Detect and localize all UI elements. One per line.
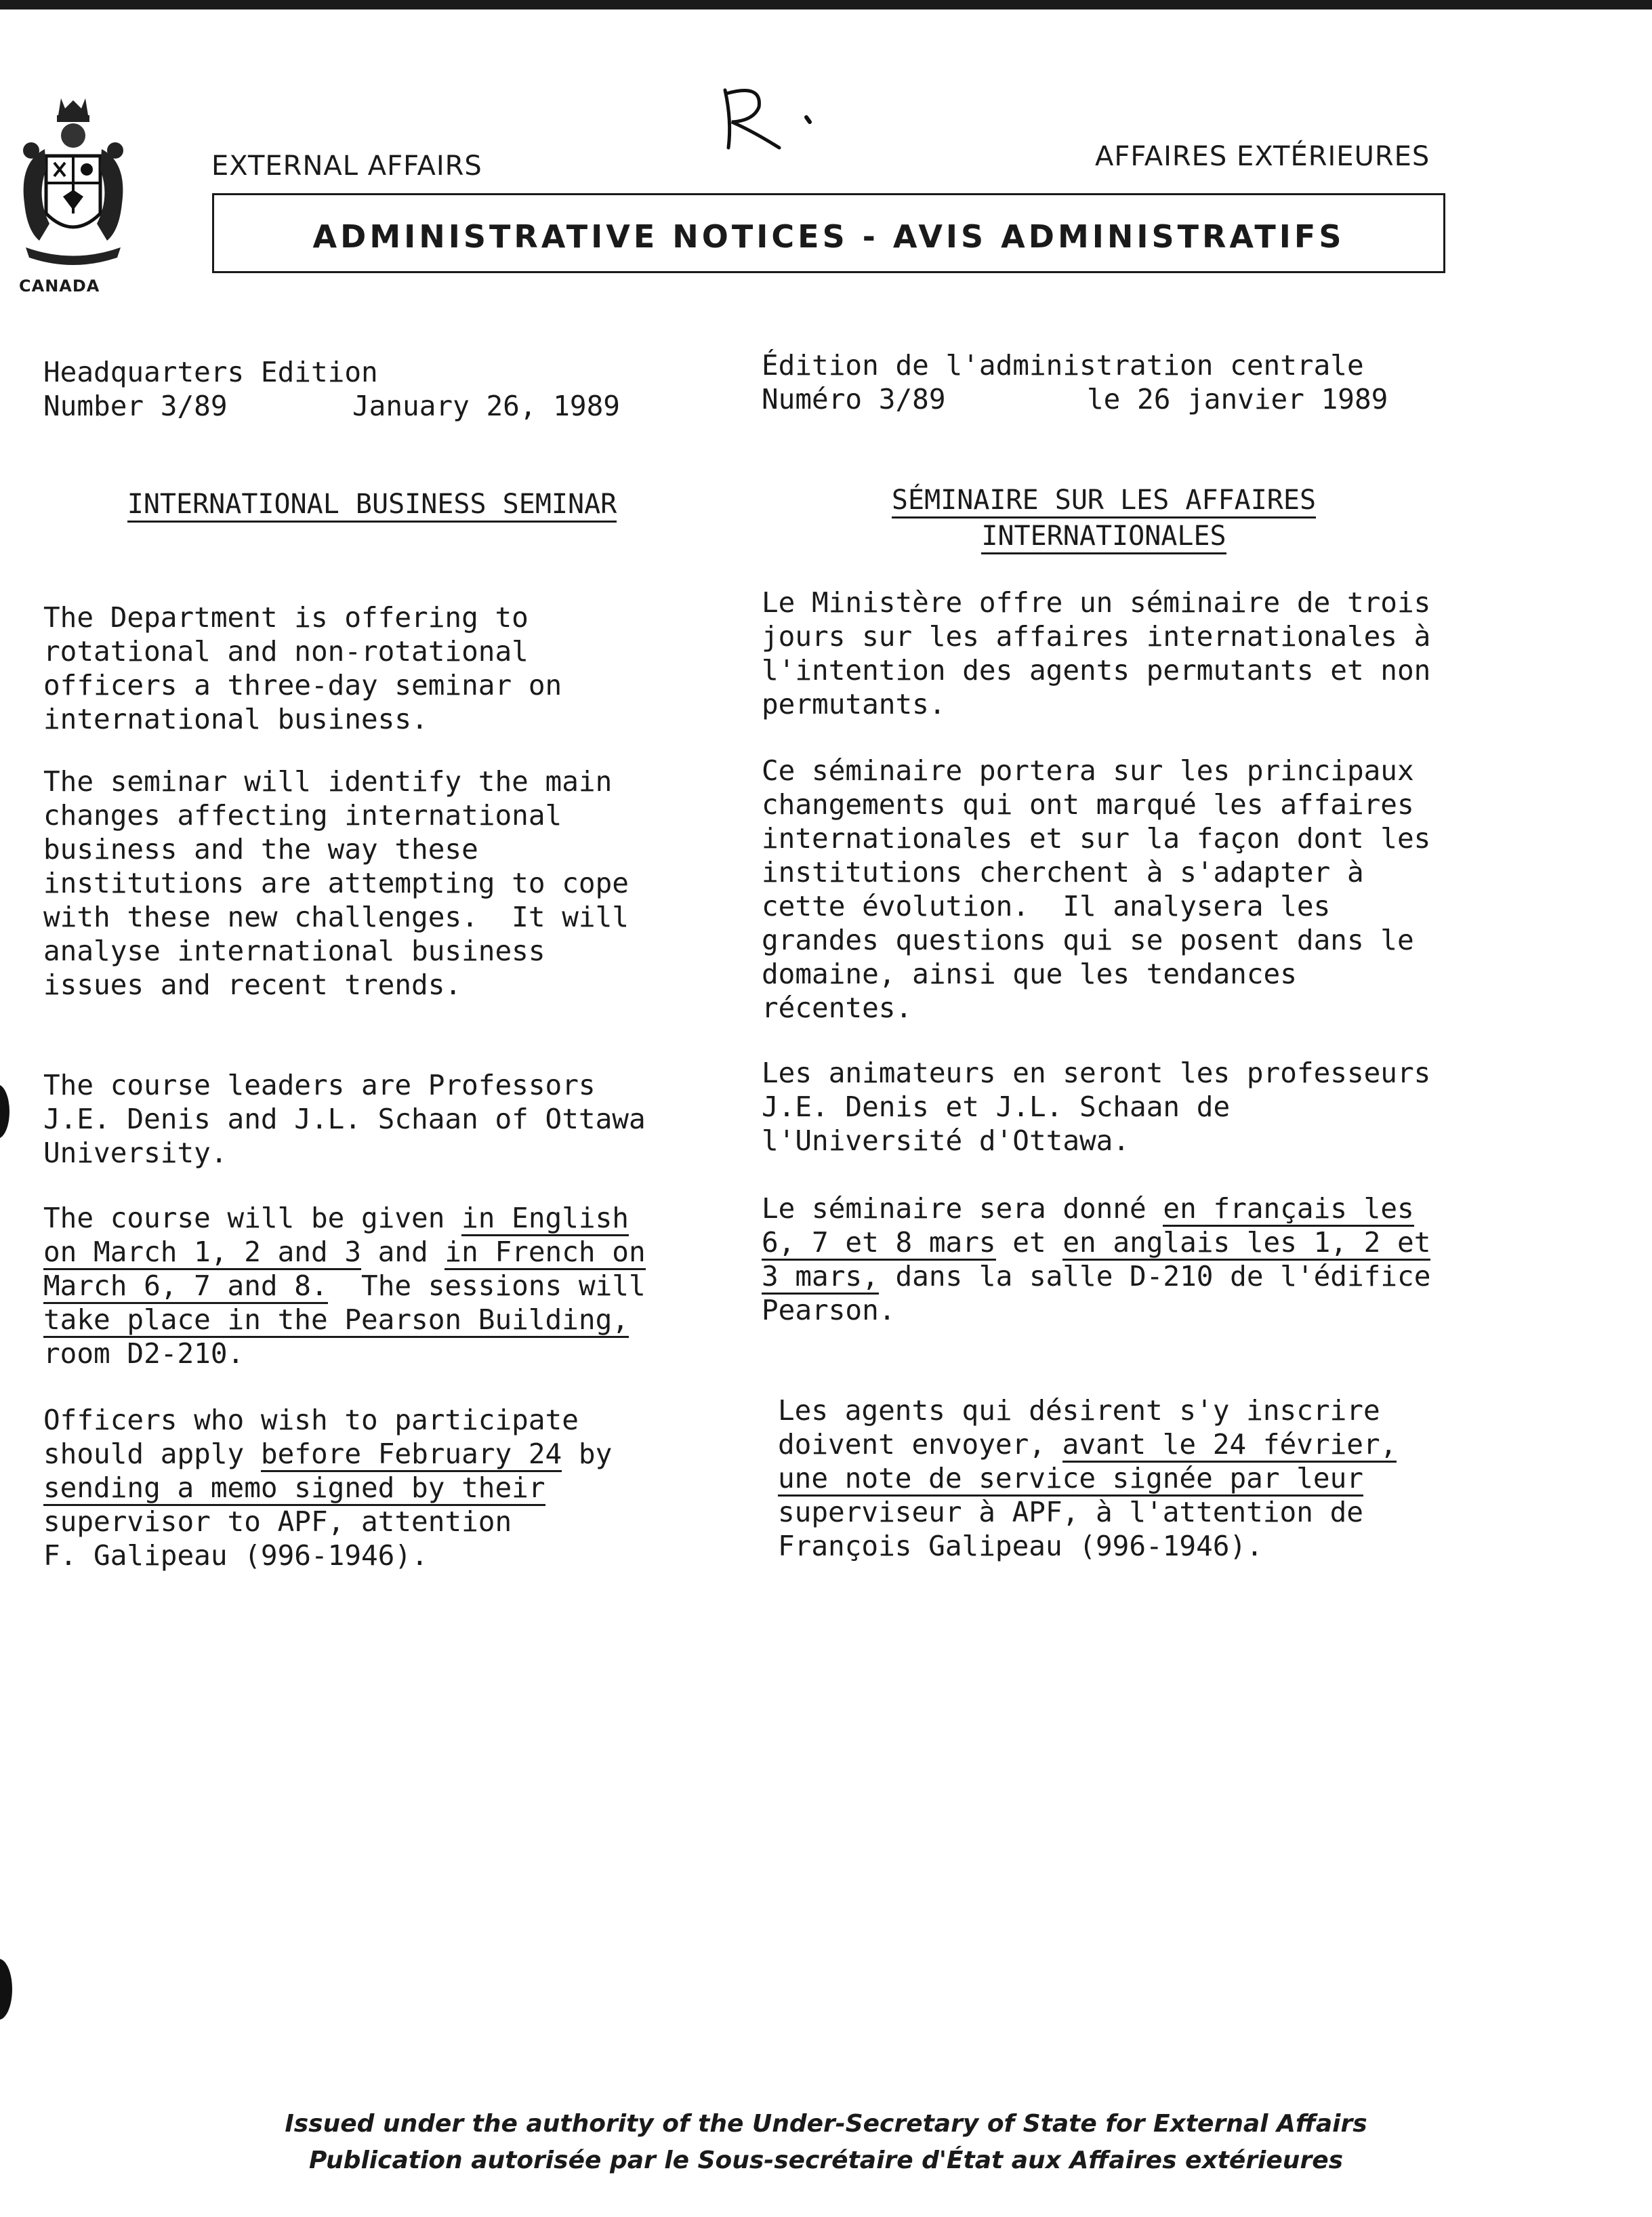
underlined-text: in English [461, 1202, 629, 1236]
text-line: changements qui ont marqué les affaires [762, 788, 1414, 821]
text-line [762, 1192, 1466, 1225]
text-line [762, 1225, 1466, 1259]
underlined-text: in French on [445, 1236, 645, 1270]
underlined-text: en français les [1163, 1192, 1413, 1227]
text-span: doivent envoyer, [778, 1428, 1062, 1461]
text-line [43, 1235, 762, 1269]
text-span: The sessions will [327, 1269, 646, 1302]
english-paragraph-5 [43, 1403, 762, 1572]
text-line: Officers who wish to participate [43, 1404, 579, 1436]
edition-fr-line1: Édition de l'administration centrale [762, 349, 1364, 382]
text-line: institutions are attempting to cope [43, 867, 629, 899]
text-line: analyse international business [43, 935, 545, 967]
text-line: J.E. Denis and J.L. Schaan of Ottawa [43, 1103, 646, 1135]
french-title-line2: INTERNATIONALES [981, 520, 1226, 554]
underlined-text: 3 mars, [762, 1260, 879, 1295]
text-span: Le séminaire sera donné [762, 1192, 1163, 1225]
text-line [43, 1269, 762, 1303]
banner-title: ADMINISTRATIVE NOTICES - AVIS ADMINISTRATIFS [312, 218, 1345, 255]
text-line [778, 1427, 1483, 1461]
coat-of-arms-icon [12, 95, 134, 298]
punch-hole-mark [0, 1084, 9, 1139]
text-span: dans la salle D-210 de l'édifice [878, 1260, 1431, 1293]
notice-banner [212, 193, 1445, 273]
department-name-fr: AFFAIRES EXTÉRIEURES [1095, 141, 1430, 172]
underlined-text: 6, 7 et 8 mars [762, 1226, 996, 1261]
underlined-text: before February 24 [261, 1438, 562, 1472]
text-line: Ce séminaire portera sur les principaux [762, 754, 1414, 787]
handwritten-mark [711, 80, 827, 155]
underlined-text: March 6, 7 and 8. [43, 1269, 328, 1304]
text-line: Les agents qui désirent s'y inscrire [778, 1394, 1380, 1427]
text-line: business and the way these [43, 833, 478, 866]
french-title [762, 483, 1446, 554]
text-line: institutions cherchent à s'adapter à [762, 856, 1364, 889]
text-line: cette évolution. Il analysera les [762, 890, 1331, 922]
text-line: Les animateurs en seront les professeurs [762, 1057, 1431, 1089]
text-line: récentes. [762, 992, 913, 1024]
text-line: François Galipeau (996-1946). [778, 1530, 1263, 1562]
underlined-text: on March 1, 2 and 3 [43, 1236, 361, 1270]
text-line: The seminar will identify the main [43, 765, 613, 798]
text-line [43, 1471, 762, 1505]
underlined-text: une note de service signée par leur [778, 1462, 1363, 1497]
text-line: The Department is offering to [43, 601, 529, 634]
text-line [43, 1303, 762, 1337]
edition-fr-number: Numéro 3/89 [762, 383, 946, 415]
text-span: et [995, 1226, 1063, 1259]
text-line: superviseur à APF, à l'attention de [778, 1496, 1363, 1528]
text-line: Pearson. [762, 1294, 896, 1326]
english-title-text: INTERNATIONAL BUSINESS SEMINAR [127, 488, 617, 523]
text-span: and [361, 1236, 445, 1268]
underlined-text: en anglais les 1, 2 et [1062, 1226, 1430, 1261]
footer-authority-en: Issued under the authority of the Under-Secretary of State for External Affairs [285, 2110, 1367, 2138]
text-line: l'intention des agents permutants et non [762, 654, 1431, 687]
edition-en-line1: Headquarters Edition [43, 356, 378, 388]
text-line [762, 1259, 1466, 1293]
text-line: rotational and non-rotational [43, 635, 529, 668]
edition-en-date: January 26, 1989 [352, 390, 620, 422]
text-line: changes affecting international [43, 799, 562, 832]
text-line: University. [43, 1137, 228, 1169]
text-line: international business. [43, 703, 428, 735]
english-paragraph-1 [43, 601, 762, 736]
text-line: room D2-210. [43, 1337, 245, 1370]
text-line [778, 1461, 1483, 1495]
text-span: by [562, 1438, 613, 1470]
edition-en-number: Number 3/89 [43, 390, 228, 422]
text-line: officers a three-day seminar on [43, 669, 562, 701]
text-line: issues and recent trends. [43, 969, 462, 1001]
text-line: internationales et sur la façon dont les [762, 822, 1431, 855]
text-span: The course will be given [43, 1202, 462, 1234]
text-line: grandes questions qui se posent dans le [762, 924, 1414, 956]
text-line: J.E. Denis et J.L. Schaan de [762, 1091, 1231, 1123]
underlined-text: sending a memo signed by their [43, 1471, 545, 1506]
french-paragraph-3 [762, 1056, 1466, 1158]
english-paragraph-3 [43, 1068, 762, 1170]
country-label: CANADA [19, 277, 100, 296]
english-title [43, 487, 701, 523]
edition-fr-date: le 26 janvier 1989 [1087, 383, 1388, 415]
department-name-en: EXTERNAL AFFAIRS [211, 150, 482, 182]
french-paragraph-1 [762, 586, 1466, 721]
text-line: permutants. [762, 688, 946, 720]
text-line: l'Université d'Ottawa. [762, 1124, 1130, 1157]
text-line: Le Ministère offre un séminaire de trois [762, 586, 1431, 619]
underlined-text: avant le 24 février, [1062, 1428, 1397, 1463]
text-line [43, 1437, 762, 1471]
text-line: domaine, ainsi que les tendances [762, 958, 1297, 990]
text-line: jours sur les affaires internationales à [762, 620, 1431, 653]
english-paragraph-2 [43, 765, 762, 1002]
top-border [0, 0, 1652, 9]
punch-hole-mark [0, 1959, 12, 2020]
text-line: The course leaders are Professors [43, 1069, 596, 1101]
text-span: should apply [43, 1438, 261, 1470]
text-line [43, 1201, 762, 1235]
underlined-text: take place in the Pearson Building, [43, 1303, 629, 1338]
french-paragraph-2 [762, 754, 1466, 1025]
english-paragraph-4 [43, 1201, 762, 1370]
footer-authority-fr: Publication autorisée par le Sous-secrétaire d'État aux Affaires extérieures [308, 2147, 1344, 2174]
french-title-line1: SÉMINAIRE SUR LES AFFAIRES [892, 484, 1316, 518]
text-line: with these new challenges. It will [43, 901, 629, 933]
french-paragraph-5 [778, 1394, 1483, 1563]
text-line: supervisor to APF, attention [43, 1505, 512, 1538]
text-line: F. Galipeau (996-1946). [43, 1539, 428, 1572]
french-paragraph-4 [762, 1192, 1466, 1327]
